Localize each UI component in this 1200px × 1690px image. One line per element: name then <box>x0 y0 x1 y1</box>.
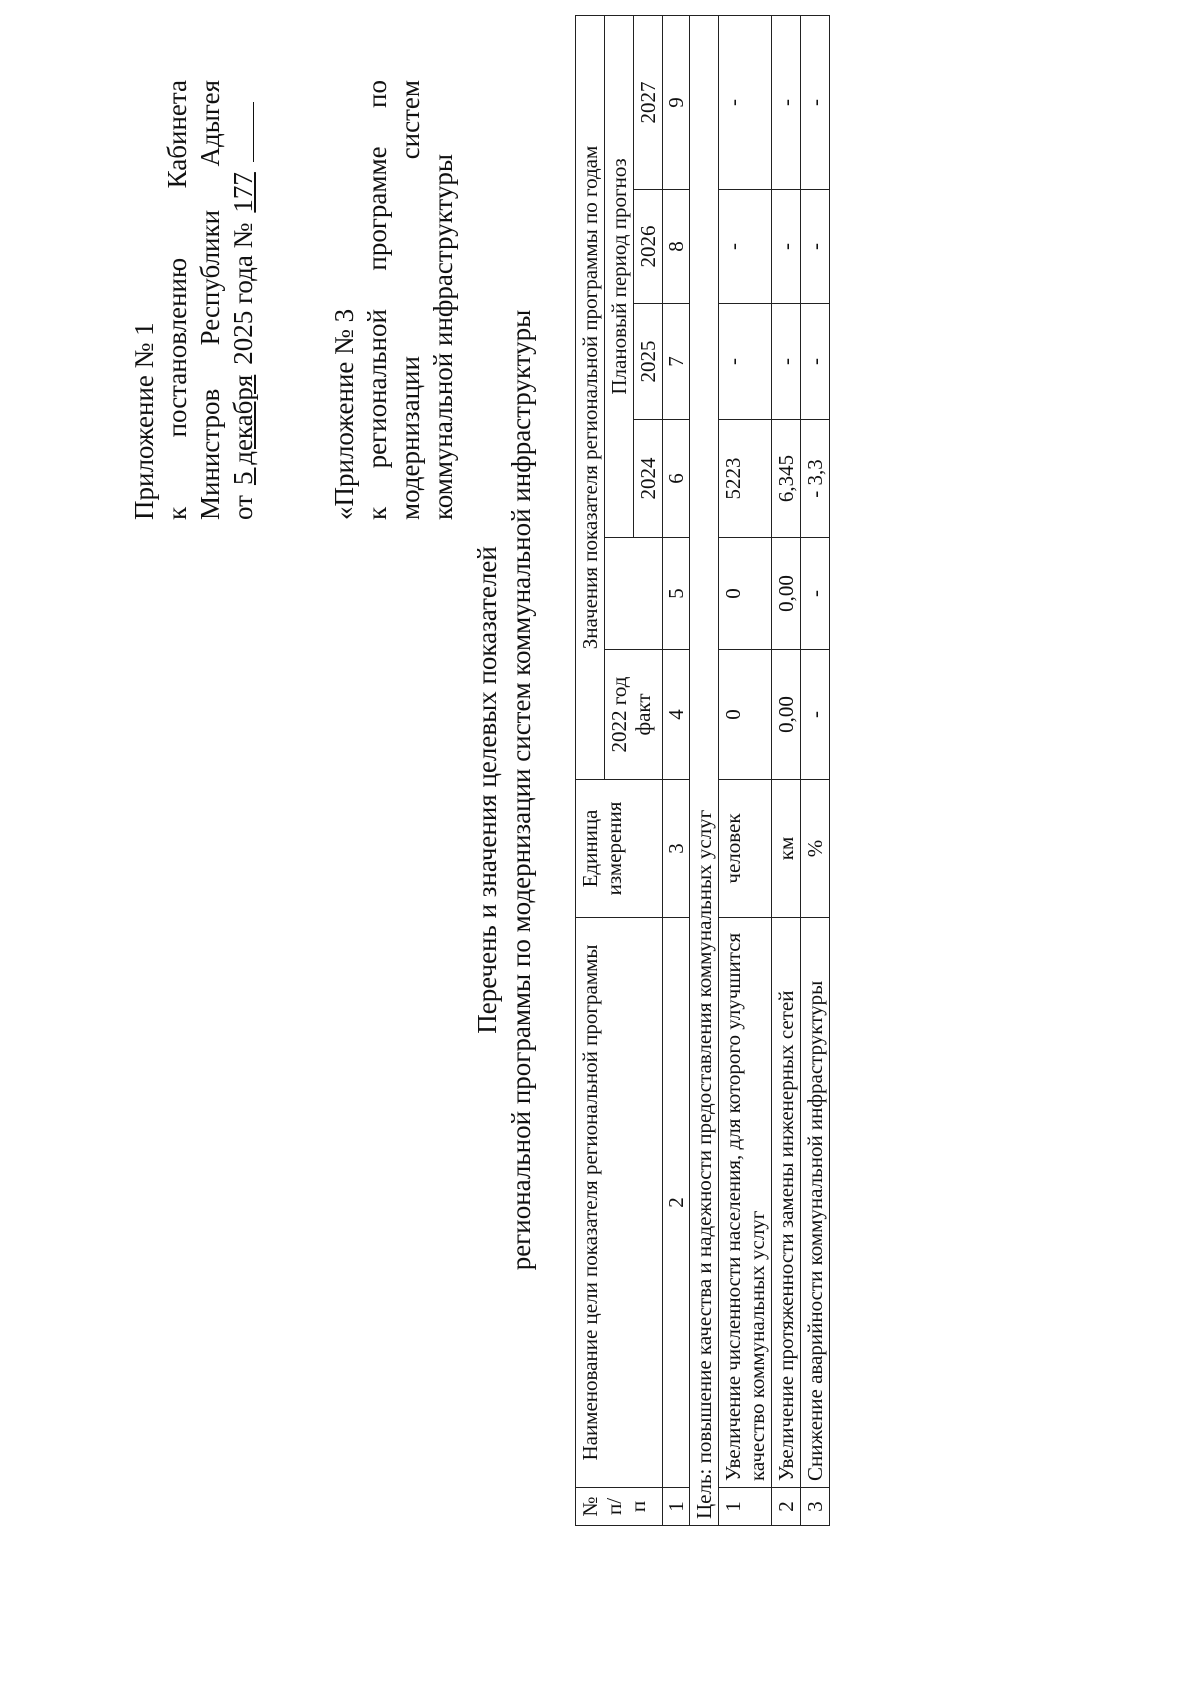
approval-word: по <box>362 80 392 108</box>
goal-row <box>690 15 719 1525</box>
header-year: 2027 <box>634 15 663 189</box>
value-cell: - <box>801 538 830 650</box>
column-number: 5 <box>663 538 690 650</box>
approval-line: Приложение № 1 <box>129 322 159 520</box>
title-line-2: региональной программы по модернизации систем коммунальной инфраструктуры <box>506 309 536 1271</box>
row-number: 3 <box>801 1488 830 1526</box>
approval-word: к <box>362 506 392 520</box>
approval-date: 5 декабря <box>228 374 258 486</box>
document-title <box>470 190 538 1390</box>
approval-block-resolution <box>128 80 260 520</box>
indicator-unit: % <box>801 780 830 918</box>
header-unit: Единица измерения <box>576 780 663 918</box>
approval-word: систем <box>395 80 425 160</box>
title-line-1: Перечень и значения целевых показателей <box>472 546 502 1034</box>
column-number: 3 <box>663 780 690 918</box>
value-cell: - <box>719 304 772 420</box>
value-cell: - <box>719 190 772 304</box>
approval-line: коммунальной инфраструктуры <box>428 154 458 520</box>
table-row <box>719 15 772 1525</box>
value-cell: 5223 <box>719 420 772 538</box>
column-number: 6 <box>663 420 690 538</box>
table-row <box>801 15 830 1525</box>
value-cell: 6,345 <box>772 420 801 538</box>
header-number: № п/п <box>576 1488 663 1526</box>
column-number: 2 <box>663 918 690 1488</box>
column-number: 7 <box>663 304 690 420</box>
value-cell: - <box>801 15 830 189</box>
header-empty <box>605 538 663 650</box>
value-cell: 0 <box>719 650 772 780</box>
column-numbers-row <box>663 15 690 1525</box>
indicators-table <box>575 15 830 1526</box>
indicator-name: Снижение аварийности коммунальной инфраструктуры <box>801 918 830 1488</box>
signature-blank-line <box>227 102 254 162</box>
value-cell: 0,00 <box>772 538 801 650</box>
header-year: 2026 <box>634 190 663 304</box>
value-cell: - 3,3 <box>801 420 830 538</box>
approval-word: региональной <box>362 309 392 469</box>
value-cell: - <box>772 190 801 304</box>
approval-word: Кабинета <box>162 80 192 189</box>
value-cell: 0,00 <box>772 650 801 780</box>
column-number: 4 <box>663 650 690 780</box>
indicator-unit: человек <box>719 780 772 918</box>
approval-date-prefix: от <box>228 495 258 520</box>
approval-word: программе <box>362 146 392 271</box>
header-year: 2024 <box>634 420 663 538</box>
table-row <box>772 15 801 1525</box>
approval-line: «Приложение № 3 <box>329 308 359 520</box>
goal-text: Цель: повышение качества и надежности предоставления коммунальных услуг <box>690 15 719 1525</box>
value-cell: - <box>801 190 830 304</box>
approval-block-program <box>328 80 460 520</box>
value-cell: - <box>772 15 801 189</box>
header-year: 2025 <box>634 304 663 420</box>
indicator-name: Увеличение протяженности замены инженерных сетей <box>772 918 801 1488</box>
approval-word: к <box>162 506 192 520</box>
header-fact-2022: 2022 год факт <box>605 650 663 780</box>
approval-word: Адыгея <box>195 80 225 167</box>
value-cell: - <box>801 650 830 780</box>
row-number: 1 <box>719 1488 772 1526</box>
approval-word: модернизации <box>395 356 425 520</box>
approval-word: Республики <box>195 209 225 346</box>
value-cell: - <box>719 15 772 189</box>
header-row <box>576 15 605 1525</box>
approval-word: постановлению <box>162 257 192 438</box>
approval-number: 177 <box>228 172 258 213</box>
row-number: 2 <box>772 1488 801 1526</box>
indicator-unit: км <box>772 780 801 918</box>
header-values: Значения показателя региональной программы по годам <box>576 15 605 779</box>
value-cell: - <box>801 304 830 420</box>
indicator-name: Увеличение численности населения, для которого улучшится качество коммунальных услуг <box>719 918 772 1488</box>
value-cell: - <box>772 304 801 420</box>
header-indicator-name: Наименование цели показателя региональной программы <box>576 918 663 1488</box>
column-number: 8 <box>663 190 690 304</box>
column-number: 1 <box>663 1488 690 1526</box>
header-plan-period: Плановый период прогноз <box>605 15 634 537</box>
approval-year: 2025 года № <box>228 222 258 365</box>
value-cell: 0 <box>719 538 772 650</box>
approval-word: Министров <box>195 388 225 520</box>
column-number: 9 <box>663 15 690 189</box>
